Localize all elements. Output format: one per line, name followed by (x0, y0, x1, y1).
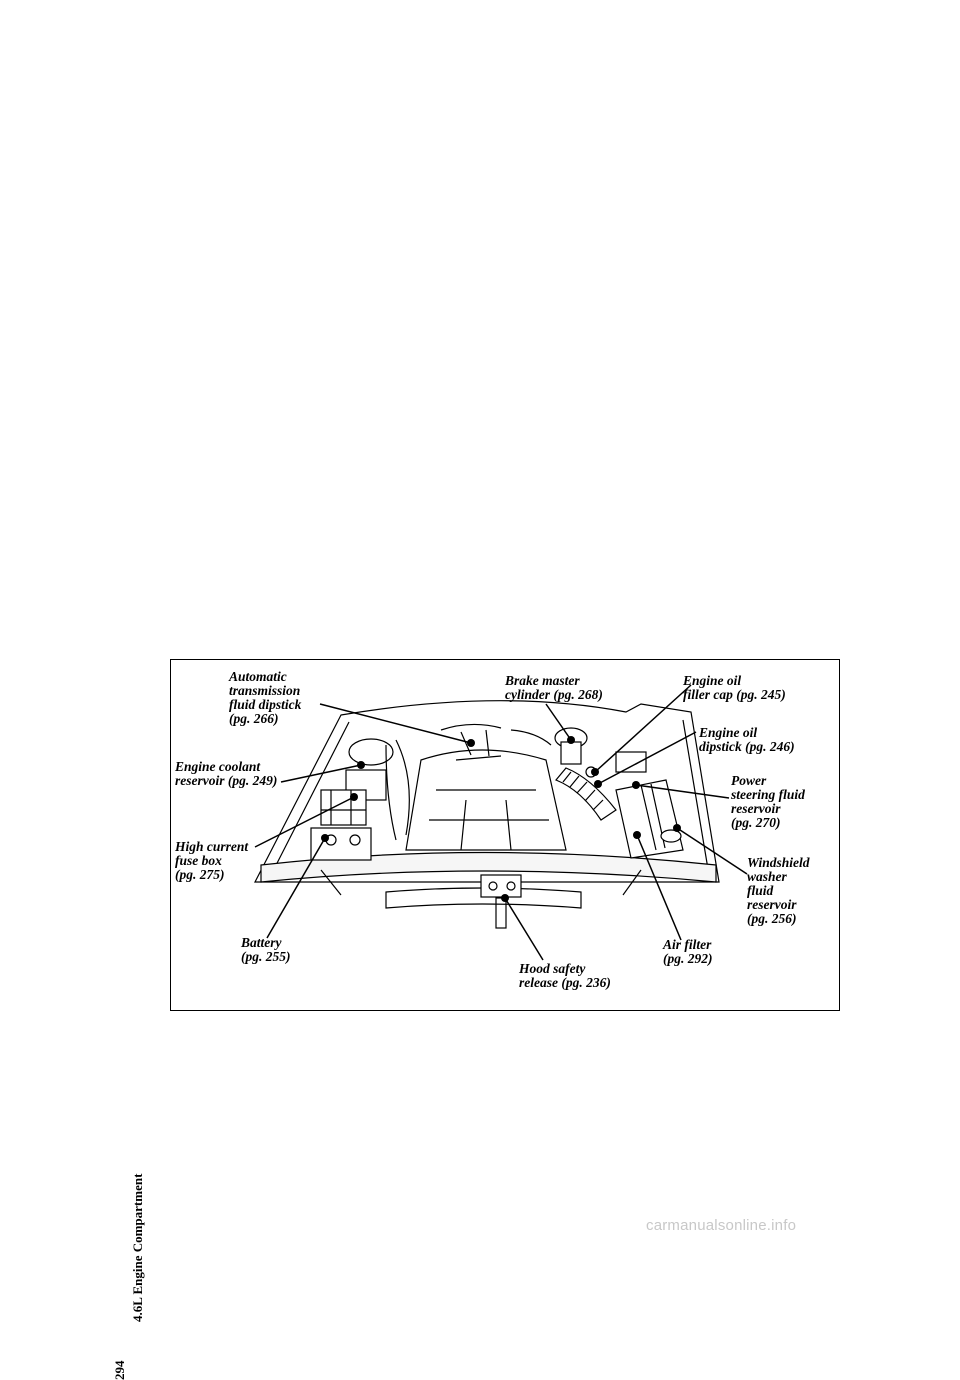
side-tab (112, 660, 152, 1020)
label-battery: Battery (pg. 255) (241, 936, 291, 964)
label-hood-safety-release: Hood safety release (pg. 236) (519, 962, 611, 990)
label-brake-master-cylinder: Brake master cylinder (pg. 268) (505, 674, 603, 702)
label-coolant-reservoir: Engine coolant reservoir (pg. 249) (175, 760, 277, 788)
page-number: 294 (112, 1361, 128, 1380)
section-title: 4.6L Engine Compartment (130, 1174, 146, 1322)
label-fuse-box: High current fuse box (pg. 275) (175, 840, 248, 882)
label-oil-filler-cap: Engine oil filler cap (pg. 245) (683, 674, 786, 702)
label-power-steering-reservoir: Power steering fluid reservoir (pg. 270) (731, 774, 805, 830)
label-oil-dipstick: Engine oil dipstick (pg. 246) (699, 726, 795, 754)
label-transmission-dipstick: Automatic transmission fluid dipstick (pg. 266) (229, 670, 301, 726)
label-air-filter: Air filter (pg. 292) (663, 938, 713, 966)
label-washer-reservoir: Windshield washer fluid reservoir (pg. 256) (747, 856, 810, 926)
engine-compartment-figure (170, 659, 840, 1011)
watermark: carmanualsonline.info (646, 1217, 796, 1234)
